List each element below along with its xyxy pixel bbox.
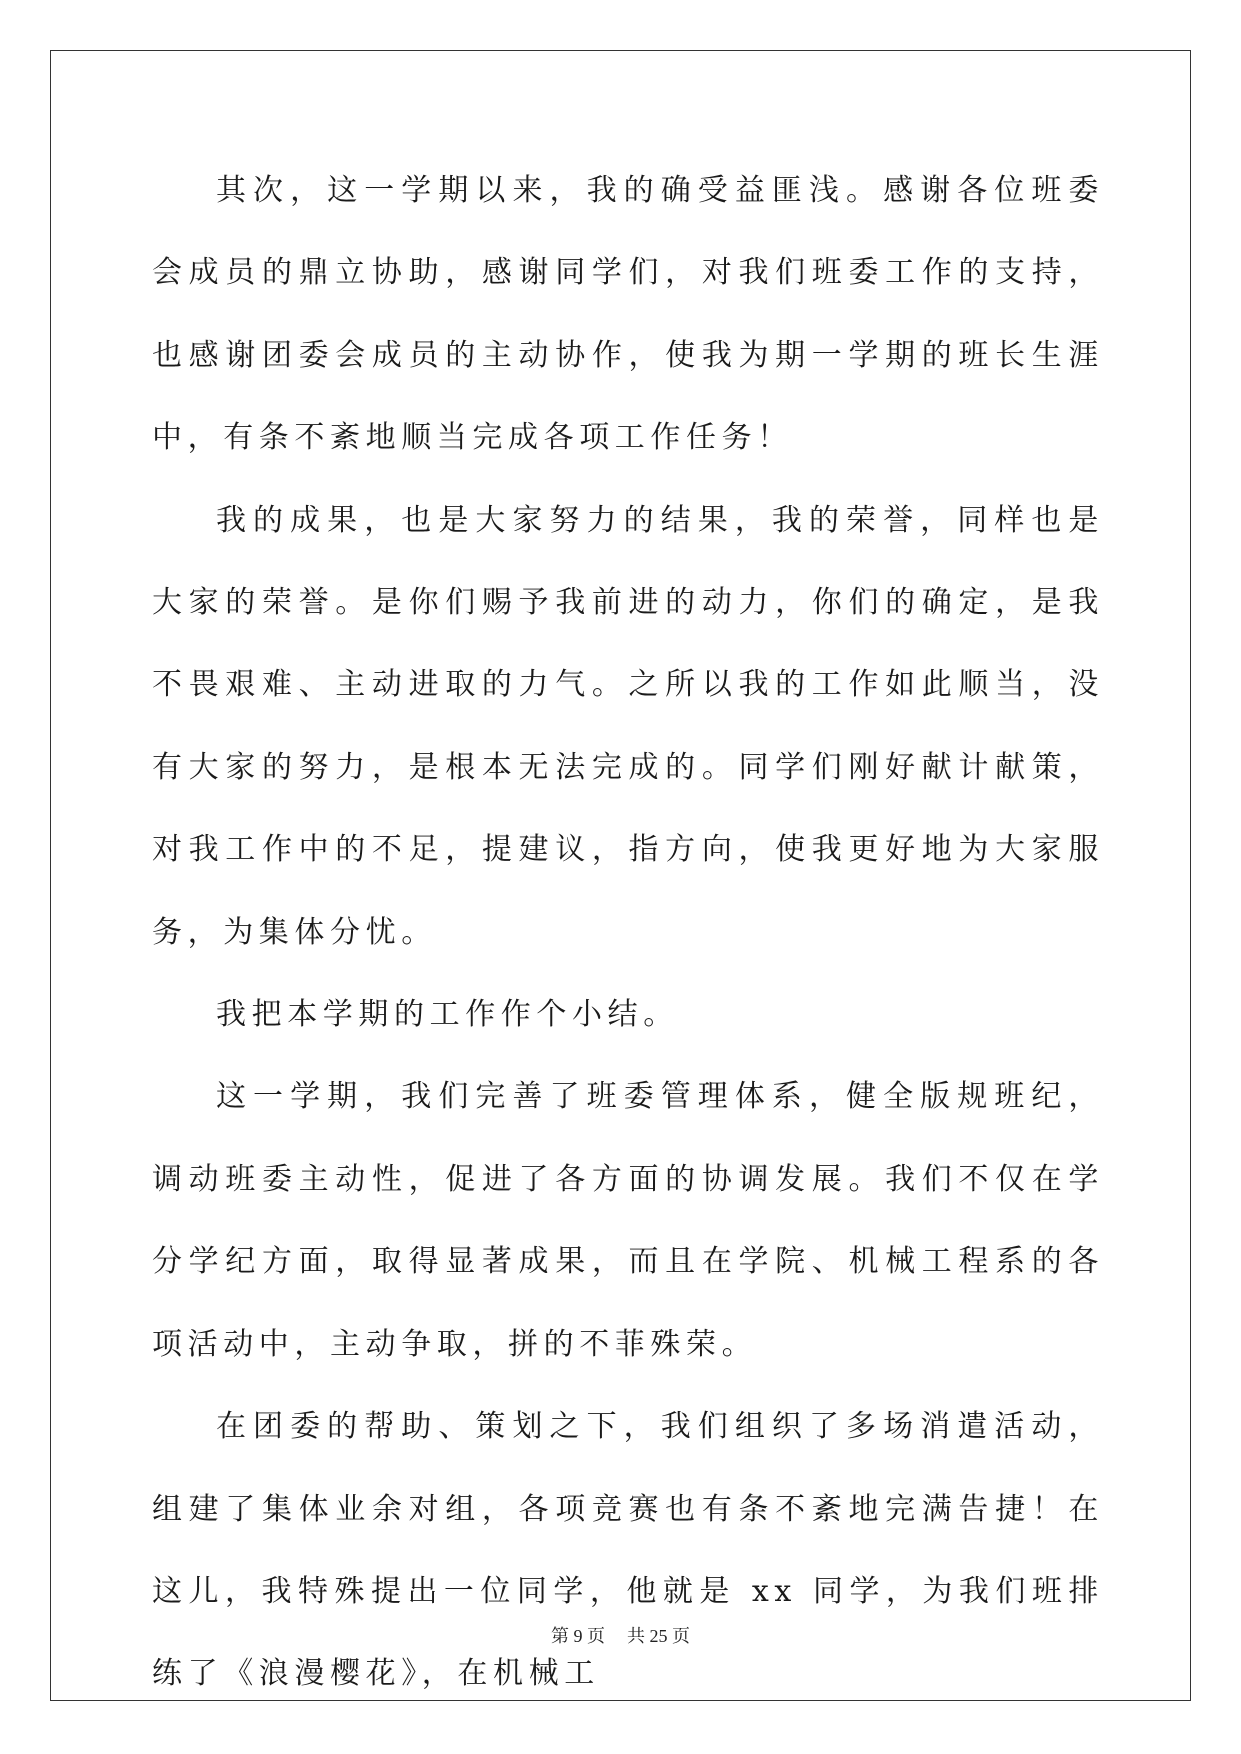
page-number: 第 9 页 <box>551 1626 605 1646</box>
page-total: 共 25 页 <box>627 1626 690 1646</box>
paragraph-1: 其次，这一学期以来，我的确受益匪浅。感谢各位班委会成员的鼎立协助，感谢同学们，对我们班委工作的支持，也感谢团委会成员的主动协作，使我为期一学期的班长生涯中，有条不紊地顺当完成各项工作任务！ <box>152 173 1104 456</box>
document-body <box>152 150 1104 1716</box>
page-footer <box>0 1622 1241 1648</box>
paragraph-3: 我把本学期的工作作个小结。 <box>216 997 679 1033</box>
paragraph-4: 这一学期，我们完善了班委管理体系，健全版规班纪，调动班委主动性，促进了各方面的协调发展。我们不仅在学分学纪方面，取得显著成果，而且在学院、机械工程系的各项活动中，主动争取，拼的不菲殊荣。 <box>152 1079 1104 1362</box>
paragraph-5: 在团委的帮助、策划之下，我们组织了多场消遣活动，组建了集体业余对组，各项竞赛也有条不紊地完满告捷！在这儿，我特殊提出一位同学，他就是 xx 同学，为我们班排练了《浪漫樱花》，在机械工 <box>152 1409 1104 1692</box>
paragraph-2: 我的成果，也是大家努力的结果，我的荣誉，同样也是大家的荣誉。是你们赐予我前进的动力，你们的确定，是我不畏艰难、主动进取的力气。之所以我的工作如此顺当，没有大家的努力，是根本无法完成的。同学们刚好献计献策，对我工作中的不足，提建议，指方向，使我更好地为大家服务，为集体分忧。 <box>152 502 1104 950</box>
